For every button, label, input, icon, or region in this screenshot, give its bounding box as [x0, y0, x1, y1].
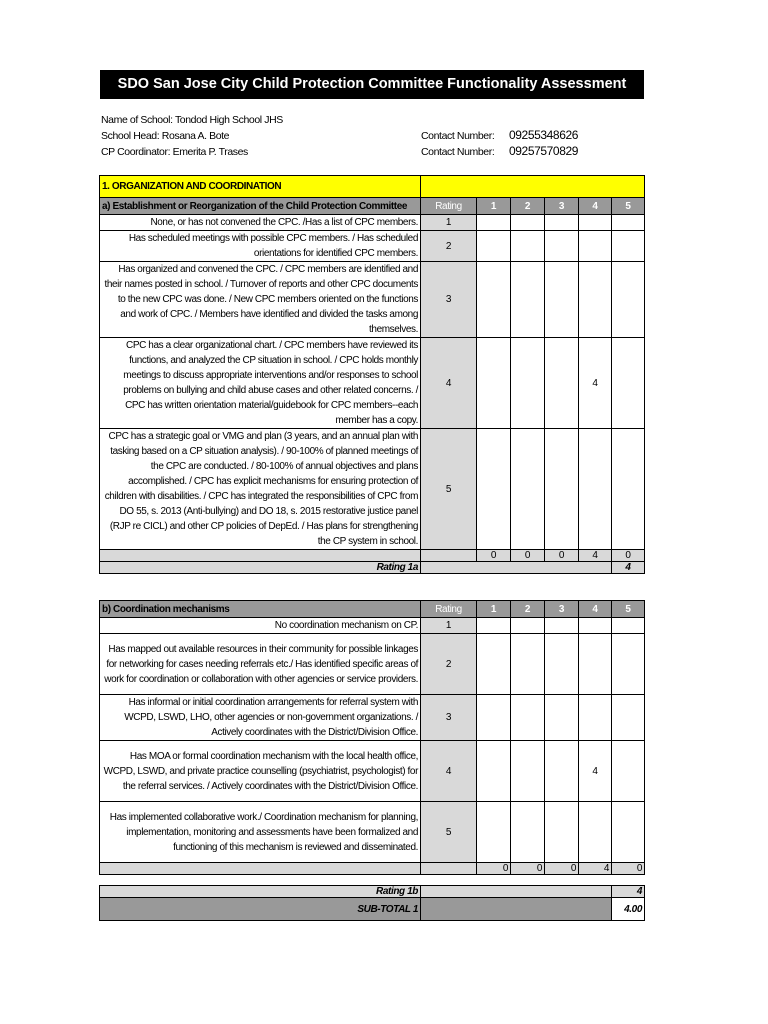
score-cell[interactable] [511, 695, 545, 741]
score-cell[interactable] [511, 618, 545, 634]
rating-1a-value: 4 [612, 562, 645, 574]
criterion-text: Has implemented collaborative work./ Coordination mechanism for planning, implementation, monitoring and assessments have been formalized and functioning of this mechanism is reviewed and disseminated. [100, 802, 421, 863]
score-cell[interactable] [477, 338, 511, 429]
total-count: 0 [612, 550, 645, 562]
cp-coordinator: CP Coordinator: Emerita P. Trases [101, 146, 248, 158]
criterion-text: Has organized and convened the CPC. / CPC members are identified and their names posted in school. / Turnover of reports and other CPC documents to the new CPC was done. / New CPC members oriented on the functions and work of CPC. / Members have identified and divided the tasks among themselves. [100, 262, 421, 338]
score-cell[interactable] [612, 634, 645, 695]
score-cell[interactable] [545, 618, 579, 634]
result-fill [421, 562, 612, 574]
scale-2: 2 [511, 198, 545, 215]
score-cell[interactable] [477, 231, 511, 262]
page-title: SDO San Jose City Child Protection Committee Functionality Assessment [100, 70, 644, 99]
contact-number-2: 09257570829 [509, 144, 579, 158]
criterion-text: Has MOA or formal coordination mechanism with the local health office, WCPD, LSWD, and private practice counselling (psychiatrist, psychologist) for the referral services. / Actively coordinates with the District/Division Office. [100, 741, 421, 802]
score-cell[interactable] [579, 802, 612, 863]
score-cell[interactable] [477, 634, 511, 695]
score-cell[interactable] [545, 802, 579, 863]
scale-5: 5 [612, 601, 645, 618]
criterion-rating: 2 [421, 634, 477, 695]
table-row [100, 618, 645, 634]
score-cell[interactable] [579, 215, 612, 231]
score-cell[interactable] [545, 634, 579, 695]
table-row [100, 634, 645, 695]
table-row [100, 741, 645, 802]
rating-1b-label: Rating 1b [100, 886, 421, 898]
table-row [100, 231, 645, 262]
contact-number-1: 09255348626 [509, 128, 579, 142]
criterion-rating: 2 [421, 231, 477, 262]
score-cell[interactable] [477, 618, 511, 634]
totals-label-cell [100, 863, 421, 875]
totals-label-cell [100, 550, 421, 562]
score-cell[interactable] [545, 215, 579, 231]
contact-label-1: Contact Number: [421, 130, 495, 142]
totals-rating-cell [421, 863, 477, 875]
criterion-rating: 4 [421, 741, 477, 802]
criterion-rating: 5 [421, 802, 477, 863]
rating-1a-label: Rating 1a [100, 562, 421, 574]
score-cell[interactable] [477, 215, 511, 231]
score-cell[interactable] [511, 231, 545, 262]
table-row [100, 695, 645, 741]
score-cell[interactable] [612, 802, 645, 863]
score-cell[interactable] [477, 429, 511, 550]
criterion-rating: 3 [421, 695, 477, 741]
result-fill [421, 886, 612, 898]
scale-1: 1 [477, 198, 511, 215]
table-row [100, 338, 645, 429]
result-row [100, 886, 645, 898]
score-cell[interactable] [579, 429, 612, 550]
score-cell[interactable] [477, 741, 511, 802]
score-cell[interactable] [579, 695, 612, 741]
score-cell[interactable] [579, 262, 612, 338]
score-cell[interactable] [511, 802, 545, 863]
total-count: 0 [511, 550, 545, 562]
score-cell[interactable] [511, 634, 545, 695]
score-cell[interactable] [545, 741, 579, 802]
section-heading: 1. ORGANIZATION AND COORDINATION [100, 176, 421, 198]
total-count: 0 [477, 550, 511, 562]
criterion-rating: 1 [421, 618, 477, 634]
score-cell[interactable] [545, 338, 579, 429]
scale-5: 5 [612, 198, 645, 215]
total-count: 4 [579, 863, 612, 875]
scale-4: 4 [579, 198, 612, 215]
total-count: 0 [612, 863, 645, 875]
contact-label-2: Contact Number: [421, 146, 495, 158]
totals-rating-cell [421, 550, 477, 562]
scale-1: 1 [477, 601, 511, 618]
criterion-text: CPC has a clear organizational chart. / CPC members have reviewed its functions, and analyzed the CP situation in school. / CPC holds monthly meetings to discuss appropriate interventions and/or responses to school problems on bullying and child abuse cases and other related concerns. / CPC has written orientation material/guidebook for CPC members--each member has a copy. [100, 338, 421, 429]
criterion-rating: 3 [421, 262, 477, 338]
section-heading-fill [421, 176, 645, 198]
subtotal-row [100, 898, 645, 921]
school-head: School Head: Rosana A. Bote [101, 130, 230, 142]
criterion-text: CPC has a strategic goal or VMG and plan (3 years, and an annual plan with tasking based on a CP situation analysis). / 90-100% of planned meetings of the CPC are conducted. / 80-100% of annual objectives and plans accomplished. / CPC has explicit mechanisms for ensuring protection of children with disabilities. / CPC has integrated the responsibilities of CPC from DO 55, s. 2013 (Anti-bullying) and DO 18, s. 2015 restorative justice panel (RJP re CICL) and other CP policies of DepEd. / Has plans for strengthening the CP system in school. [100, 429, 421, 550]
total-count: 0 [545, 550, 579, 562]
part-b-header: b) Coordination mechanisms [100, 601, 421, 618]
criterion-text: Has mapped out available resources in their community for possible linkages for networking for cases needing referrals etc./ Has identified specific areas of work for coordination or collaboration with other agencies or service providers. [100, 634, 421, 695]
totals-row [100, 863, 645, 875]
table-row [100, 262, 645, 338]
total-count: 4 [579, 550, 612, 562]
score-cell[interactable] [511, 262, 545, 338]
score-cell[interactable] [612, 618, 645, 634]
total-count: 0 [545, 863, 579, 875]
score-cell[interactable] [511, 429, 545, 550]
criterion-text: None, or has not convened the CPC. /Has a list of CPC members. [100, 215, 421, 231]
totals-row [100, 550, 645, 562]
score-cell[interactable] [477, 695, 511, 741]
score-cell[interactable] [545, 695, 579, 741]
table-row [100, 802, 645, 863]
score-cell[interactable] [477, 802, 511, 863]
part-a-table [99, 175, 645, 574]
score-cell[interactable] [612, 215, 645, 231]
results-table [99, 885, 645, 921]
part-a-header: a) Establishment or Reorganization of the Child Protection Committee [100, 198, 421, 215]
score-cell[interactable] [612, 741, 645, 802]
total-count: 0 [477, 863, 511, 875]
scale-4: 4 [579, 601, 612, 618]
criterion-text: Has scheduled meetings with possible CPC members. / Has scheduled orientations for identified CPC members. [100, 231, 421, 262]
result-row [100, 562, 645, 574]
subtotal-value: 4.00 [612, 898, 645, 921]
criterion-rating: 1 [421, 215, 477, 231]
score-cell[interactable] [477, 262, 511, 338]
score-cell-marked[interactable]: 4 [579, 741, 612, 802]
score-cell[interactable] [612, 429, 645, 550]
rating-column-header: Rating [421, 601, 477, 618]
criterion-rating: 4 [421, 338, 477, 429]
score-cell[interactable] [612, 231, 645, 262]
score-cell[interactable] [612, 262, 645, 338]
score-cell[interactable] [579, 231, 612, 262]
score-cell[interactable] [545, 429, 579, 550]
score-cell[interactable] [579, 618, 612, 634]
score-cell[interactable] [511, 215, 545, 231]
score-cell[interactable] [612, 338, 645, 429]
criterion-text: No coordination mechanism on CP. [100, 618, 421, 634]
score-cell[interactable] [511, 741, 545, 802]
criterion-rating: 5 [421, 429, 477, 550]
scale-3: 3 [545, 601, 579, 618]
score-cell-marked[interactable]: 4 [579, 338, 612, 429]
table-row [100, 215, 645, 231]
rating-1b-value: 4 [612, 886, 645, 898]
subtotal-label: SUB-TOTAL 1 [100, 898, 421, 921]
subtotal-fill [421, 898, 612, 921]
rating-column-header: Rating [421, 198, 477, 215]
part-b-table [99, 600, 645, 875]
total-count: 0 [511, 863, 545, 875]
score-cell[interactable] [545, 262, 579, 338]
scale-3: 3 [545, 198, 579, 215]
score-cell[interactable] [612, 695, 645, 741]
table-row [100, 429, 645, 550]
school-name: Name of School: Tondod High School JHS [101, 114, 283, 126]
criterion-text: Has informal or initial coordination arrangements for referral system with WCPD, LSWD, LHO, other agencies or non-government organizations. / Actively coordinates with the District/Division Office. [100, 695, 421, 741]
scale-2: 2 [511, 601, 545, 618]
score-cell[interactable] [545, 231, 579, 262]
score-cell[interactable] [511, 338, 545, 429]
score-cell[interactable] [579, 634, 612, 695]
